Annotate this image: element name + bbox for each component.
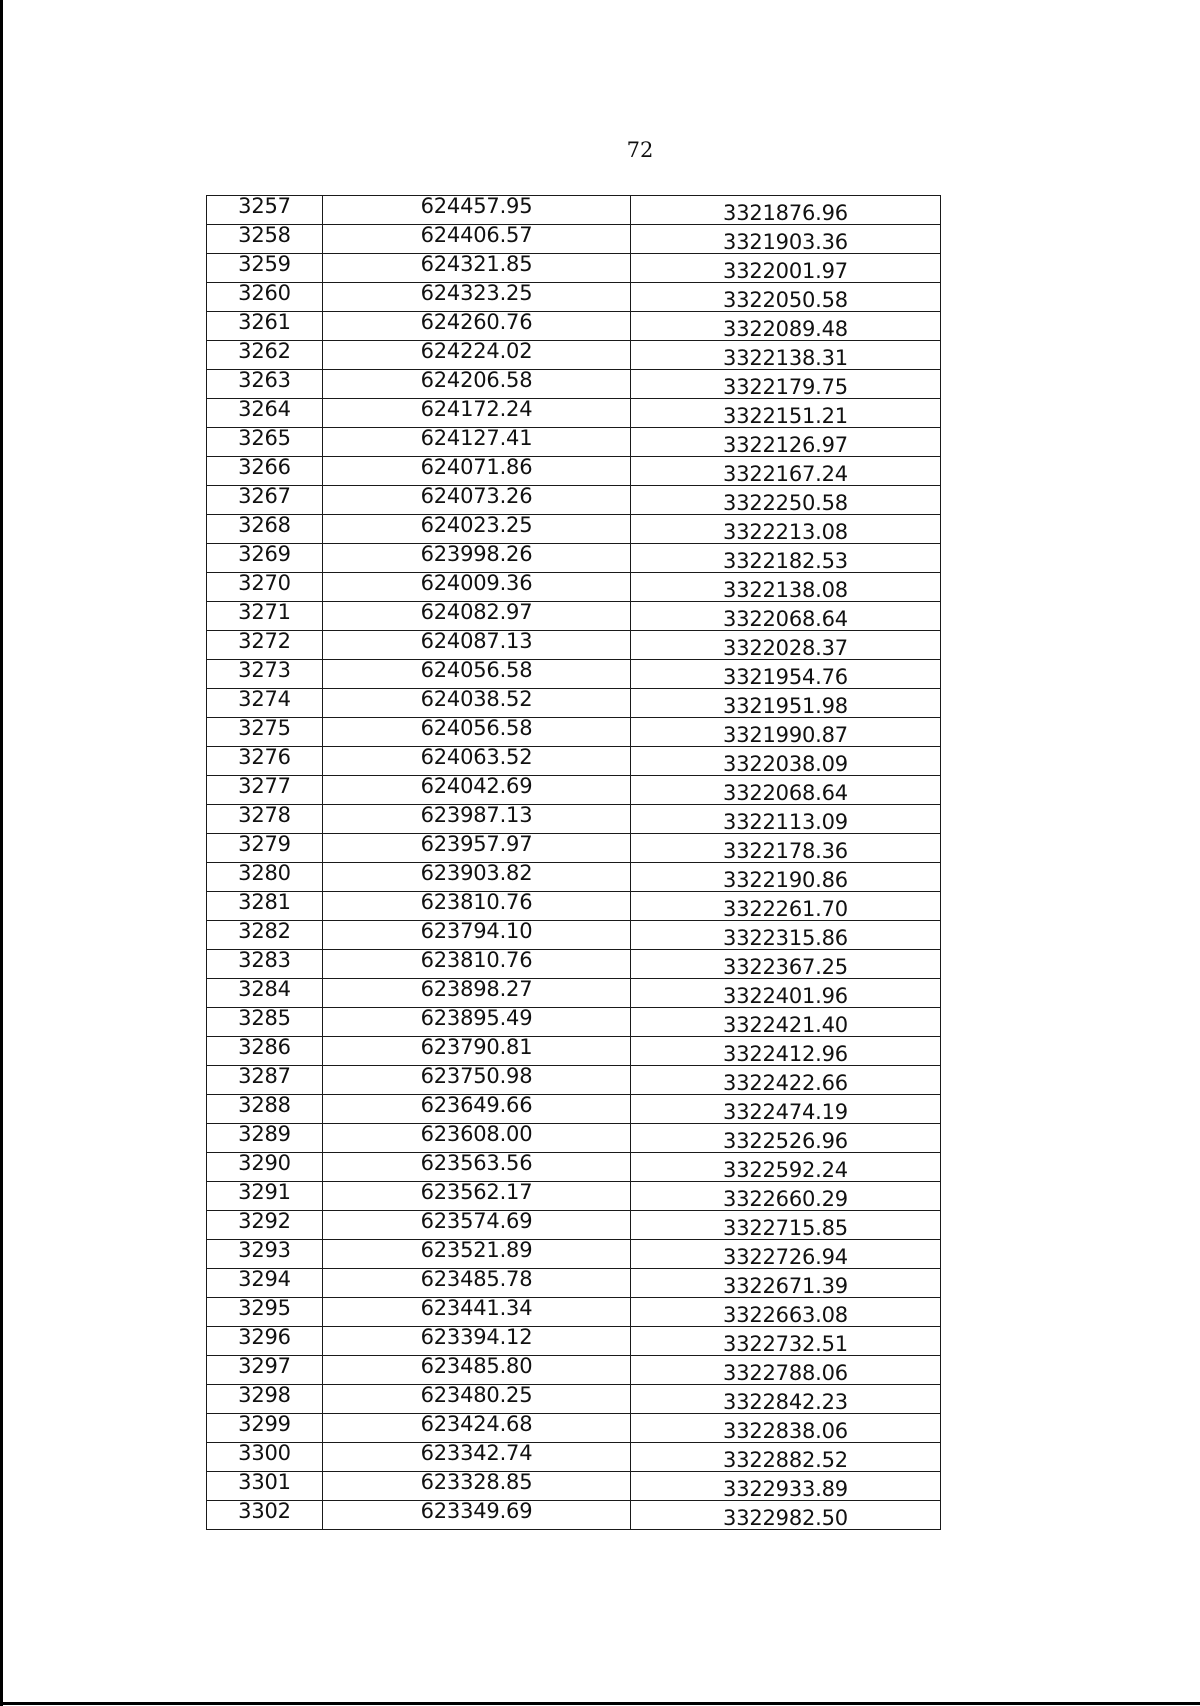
point-id-cell: 3260 [207, 283, 323, 312]
point-id-cell: 3288 [207, 1095, 323, 1124]
point-id-cell: 3299 [207, 1414, 323, 1443]
point-id-cell: 3296 [207, 1327, 323, 1356]
y-coordinate-cell: 3322882.52 [631, 1443, 941, 1472]
x-coordinate-cell: 624056.58 [323, 660, 631, 689]
coordinates-table-body [207, 196, 941, 1530]
point-id-cell: 3276 [207, 747, 323, 776]
table-row [207, 341, 941, 370]
table-row [207, 631, 941, 660]
x-coordinate-cell: 624071.86 [323, 457, 631, 486]
y-coordinate-cell: 3322401.96 [631, 979, 941, 1008]
x-coordinate-cell: 624073.26 [323, 486, 631, 515]
y-coordinate-cell: 3322982.50 [631, 1501, 941, 1530]
y-coordinate-cell: 3322715.85 [631, 1211, 941, 1240]
point-id-cell: 3279 [207, 834, 323, 863]
table-row [207, 370, 941, 399]
x-coordinate-cell: 624038.52 [323, 689, 631, 718]
y-coordinate-cell: 3321951.98 [631, 689, 941, 718]
x-coordinate-cell: 623342.74 [323, 1443, 631, 1472]
point-id-cell: 3285 [207, 1008, 323, 1037]
table-row [207, 1385, 941, 1414]
y-coordinate-cell: 3322726.94 [631, 1240, 941, 1269]
x-coordinate-cell: 624056.58 [323, 718, 631, 747]
table-row [207, 1356, 941, 1385]
table-row [207, 399, 941, 428]
x-coordinate-cell: 624009.36 [323, 573, 631, 602]
x-coordinate-cell: 623485.80 [323, 1356, 631, 1385]
y-coordinate-cell: 3322788.06 [631, 1356, 941, 1385]
point-id-cell: 3278 [207, 805, 323, 834]
point-id-cell: 3292 [207, 1211, 323, 1240]
x-coordinate-cell: 623574.69 [323, 1211, 631, 1240]
x-coordinate-cell: 623895.49 [323, 1008, 631, 1037]
x-coordinate-cell: 623521.89 [323, 1240, 631, 1269]
x-coordinate-cell: 623441.34 [323, 1298, 631, 1327]
table-row [207, 515, 941, 544]
table-row [207, 312, 941, 341]
table-row [207, 573, 941, 602]
x-coordinate-cell: 623394.12 [323, 1327, 631, 1356]
x-coordinate-cell: 623424.68 [323, 1414, 631, 1443]
x-coordinate-cell: 624042.69 [323, 776, 631, 805]
table-row [207, 196, 941, 225]
point-id-cell: 3270 [207, 573, 323, 602]
x-coordinate-cell: 624323.25 [323, 283, 631, 312]
y-coordinate-cell: 3322001.97 [631, 254, 941, 283]
table-row [207, 921, 941, 950]
x-coordinate-cell: 624063.52 [323, 747, 631, 776]
x-coordinate-cell: 624087.13 [323, 631, 631, 660]
y-coordinate-cell: 3322412.96 [631, 1037, 941, 1066]
point-id-cell: 3257 [207, 196, 323, 225]
point-id-cell: 3283 [207, 950, 323, 979]
x-coordinate-cell: 623790.81 [323, 1037, 631, 1066]
y-coordinate-cell: 3322068.64 [631, 602, 941, 631]
x-coordinate-cell: 623957.97 [323, 834, 631, 863]
x-coordinate-cell: 623810.76 [323, 892, 631, 921]
x-coordinate-cell: 623562.17 [323, 1182, 631, 1211]
y-coordinate-cell: 3322068.64 [631, 776, 941, 805]
y-coordinate-cell: 3322592.24 [631, 1153, 941, 1182]
point-id-cell: 3274 [207, 689, 323, 718]
table-row [207, 718, 941, 747]
point-id-cell: 3268 [207, 515, 323, 544]
page-number: 72 [626, 138, 654, 162]
table-row [207, 1066, 941, 1095]
point-id-cell: 3272 [207, 631, 323, 660]
scan-bottom-edge [0, 1702, 1200, 1705]
y-coordinate-cell: 3322474.19 [631, 1095, 941, 1124]
point-id-cell: 3266 [207, 457, 323, 486]
y-coordinate-cell: 3321903.36 [631, 225, 941, 254]
x-coordinate-cell: 624023.25 [323, 515, 631, 544]
y-coordinate-cell: 3322261.70 [631, 892, 941, 921]
x-coordinate-cell: 623903.82 [323, 863, 631, 892]
y-coordinate-cell: 3322167.24 [631, 457, 941, 486]
table-row [207, 1501, 941, 1530]
y-coordinate-cell: 3322028.37 [631, 631, 941, 660]
y-coordinate-cell: 3321876.96 [631, 196, 941, 225]
table-row [207, 544, 941, 573]
y-coordinate-cell: 3322315.86 [631, 921, 941, 950]
table-row [207, 979, 941, 1008]
table-row [207, 225, 941, 254]
point-id-cell: 3281 [207, 892, 323, 921]
point-id-cell: 3261 [207, 312, 323, 341]
y-coordinate-cell: 3322089.48 [631, 312, 941, 341]
x-coordinate-cell: 623898.27 [323, 979, 631, 1008]
y-coordinate-cell: 3322250.58 [631, 486, 941, 515]
y-coordinate-cell: 3322842.23 [631, 1385, 941, 1414]
table-row [207, 428, 941, 457]
table-row [207, 834, 941, 863]
point-id-cell: 3273 [207, 660, 323, 689]
y-coordinate-cell: 3322126.97 [631, 428, 941, 457]
x-coordinate-cell: 624082.97 [323, 602, 631, 631]
y-coordinate-cell: 3322050.58 [631, 283, 941, 312]
point-id-cell: 3284 [207, 979, 323, 1008]
x-coordinate-cell: 624260.76 [323, 312, 631, 341]
x-coordinate-cell: 624206.58 [323, 370, 631, 399]
table-row [207, 950, 941, 979]
x-coordinate-cell: 623608.00 [323, 1124, 631, 1153]
table-row [207, 660, 941, 689]
point-id-cell: 3265 [207, 428, 323, 457]
y-coordinate-cell: 3322671.39 [631, 1269, 941, 1298]
table-row [207, 689, 941, 718]
table-row [207, 283, 941, 312]
point-id-cell: 3293 [207, 1240, 323, 1269]
table-row [207, 863, 941, 892]
point-id-cell: 3263 [207, 370, 323, 399]
table-row [207, 1182, 941, 1211]
table-row [207, 1327, 941, 1356]
point-id-cell: 3291 [207, 1182, 323, 1211]
point-id-cell: 3259 [207, 254, 323, 283]
x-coordinate-cell: 624321.85 [323, 254, 631, 283]
x-coordinate-cell: 624406.57 [323, 225, 631, 254]
table-row [207, 602, 941, 631]
y-coordinate-cell: 3322660.29 [631, 1182, 941, 1211]
table-row [207, 1037, 941, 1066]
point-id-cell: 3275 [207, 718, 323, 747]
point-id-cell: 3264 [207, 399, 323, 428]
table-row [207, 1095, 941, 1124]
table-row [207, 1298, 941, 1327]
point-id-cell: 3258 [207, 225, 323, 254]
x-coordinate-cell: 623328.85 [323, 1472, 631, 1501]
y-coordinate-cell: 3322732.51 [631, 1327, 941, 1356]
point-id-cell: 3271 [207, 602, 323, 631]
x-coordinate-cell: 623349.69 [323, 1501, 631, 1530]
x-coordinate-cell: 623998.26 [323, 544, 631, 573]
point-id-cell: 3280 [207, 863, 323, 892]
x-coordinate-cell: 624457.95 [323, 196, 631, 225]
y-coordinate-cell: 3322838.06 [631, 1414, 941, 1443]
x-coordinate-cell: 624127.41 [323, 428, 631, 457]
x-coordinate-cell: 623649.66 [323, 1095, 631, 1124]
x-coordinate-cell: 623485.78 [323, 1269, 631, 1298]
y-coordinate-cell: 3322190.86 [631, 863, 941, 892]
table-row [207, 1153, 941, 1182]
point-id-cell: 3269 [207, 544, 323, 573]
point-id-cell: 3267 [207, 486, 323, 515]
point-id-cell: 3297 [207, 1356, 323, 1385]
y-coordinate-cell: 3322526.96 [631, 1124, 941, 1153]
table-row [207, 776, 941, 805]
table-row [207, 1124, 941, 1153]
point-id-cell: 3289 [207, 1124, 323, 1153]
y-coordinate-cell: 3322933.89 [631, 1472, 941, 1501]
y-coordinate-cell: 3322138.08 [631, 573, 941, 602]
table-row [207, 1008, 941, 1037]
coordinates-table [206, 195, 941, 1530]
point-id-cell: 3302 [207, 1501, 323, 1530]
x-coordinate-cell: 623750.98 [323, 1066, 631, 1095]
table-row [207, 486, 941, 515]
y-coordinate-cell: 3322038.09 [631, 747, 941, 776]
point-id-cell: 3277 [207, 776, 323, 805]
y-coordinate-cell: 3322138.31 [631, 341, 941, 370]
table-row [207, 254, 941, 283]
point-id-cell: 3295 [207, 1298, 323, 1327]
x-coordinate-cell: 623794.10 [323, 921, 631, 950]
x-coordinate-cell: 623480.25 [323, 1385, 631, 1414]
point-id-cell: 3282 [207, 921, 323, 950]
x-coordinate-cell: 623810.76 [323, 950, 631, 979]
y-coordinate-cell: 3322367.25 [631, 950, 941, 979]
y-coordinate-cell: 3322421.40 [631, 1008, 941, 1037]
y-coordinate-cell: 3322179.75 [631, 370, 941, 399]
point-id-cell: 3286 [207, 1037, 323, 1066]
table-row [207, 747, 941, 776]
y-coordinate-cell: 3322182.53 [631, 544, 941, 573]
x-coordinate-cell: 624224.02 [323, 341, 631, 370]
point-id-cell: 3287 [207, 1066, 323, 1095]
y-coordinate-cell: 3321954.76 [631, 660, 941, 689]
table-row [207, 457, 941, 486]
point-id-cell: 3290 [207, 1153, 323, 1182]
y-coordinate-cell: 3322422.66 [631, 1066, 941, 1095]
y-coordinate-cell: 3322113.09 [631, 805, 941, 834]
y-coordinate-cell: 3322213.08 [631, 515, 941, 544]
table-row [207, 1211, 941, 1240]
table-row [207, 1269, 941, 1298]
x-coordinate-cell: 623563.56 [323, 1153, 631, 1182]
y-coordinate-cell: 3322178.36 [631, 834, 941, 863]
table-row [207, 805, 941, 834]
y-coordinate-cell: 3321990.87 [631, 718, 941, 747]
x-coordinate-cell: 623987.13 [323, 805, 631, 834]
table-row [207, 1443, 941, 1472]
scan-left-edge [0, 0, 3, 1706]
x-coordinate-cell: 624172.24 [323, 399, 631, 428]
y-coordinate-cell: 3322151.21 [631, 399, 941, 428]
table-row [207, 1240, 941, 1269]
point-id-cell: 3301 [207, 1472, 323, 1501]
point-id-cell: 3298 [207, 1385, 323, 1414]
point-id-cell: 3262 [207, 341, 323, 370]
table-row [207, 1414, 941, 1443]
table-row [207, 892, 941, 921]
y-coordinate-cell: 3322663.08 [631, 1298, 941, 1327]
point-id-cell: 3294 [207, 1269, 323, 1298]
table-row [207, 1472, 941, 1501]
point-id-cell: 3300 [207, 1443, 323, 1472]
